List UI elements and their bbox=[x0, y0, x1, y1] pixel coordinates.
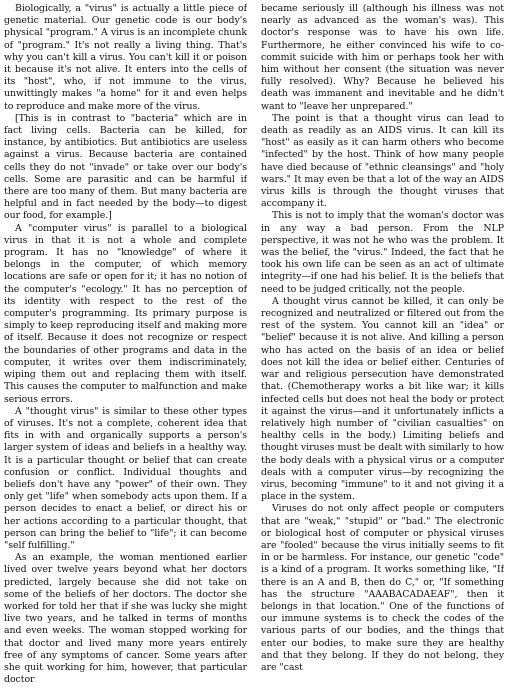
paragraph-continued: became seriously ill (although his illness was not nearly as advanced as the woman's was). This doctor's response was to have his own life. Furthermore, he either convinced his wife to co-commit suicide with him or perhaps took her with him without her consent (the situation was never fully resolved). Why? Because he believed his death was immanent and inevitable and he didn't want to "leave her unprepared." bbox=[261, 3, 504, 112]
paragraph: A thought virus cannot be killed, it can only be recognized and neutralized or filtered out from the rest of the system. You cannot kill an "idea" or "belief" because it is not alive. And killing a person who has acted on the basis of an idea or belief does not kill the idea or belief either. Centuries of war and religious persecution have demonstrated that. (Chemotherapy works a bit like war; it kills infected cells but does not heal the body or protect it against the virus—and it unfortunately inflicts a relatively high number of "civilian casualties" on healthy cells in the body.) Limiting beliefs and thought viruses must be dealt with similarly to how the body deals with a physical virus or a computer deals with a computer virus—by recognizing the virus, becoming "immune" to it and not giving it a place in the system. bbox=[261, 295, 504, 503]
paragraph: As an example, the woman mentioned earlier lived over twelve years beyond what her doctors predicted, largely because she did not take on some of the beliefs of her doctors. The doctor she worked for told her that if she was lucky she might live two years, and he talked in terms of months and even weeks. The woman stopped working for that doctor and lived many more years entirely free of any symptoms of cancer. Some years after she quit working for him, however, that particular doctor bbox=[4, 552, 247, 686]
paragraph: A "computer virus" is parallel to a biological virus in that it is not a whole and complete program. It has no "knowledge" of where it belongs in the computer, of which memory locations are safe or open for it; it has no notion of the computer's "ecology." It has no perception of its identity with respect to the rest of the computer's programming. Its primary purpose is simply to keep reproducing itself and making more of itself. Because it does not recognize or respect the boundaries of other programs and data in the computer, it writes over them indiscriminately, wiping them out and replacing them with itself. This causes the computer to malfunction and make serious errors. bbox=[4, 222, 247, 405]
left-column bbox=[4, 3, 247, 690]
right-column bbox=[261, 3, 504, 690]
paragraph: The point is that a thought virus can lead to death as readily as an AIDS virus. It can kill its "host" as easily as it can harm others who become "infected" by the host. Think of how many people have died because of "ethnic cleansings" and "holy wars." It may even be that a lot of the way an AIDS virus kills is through the thought viruses that accompany it. bbox=[261, 112, 504, 210]
paragraph: A "thought virus" is similar to these other types of viruses. It's not a complete, coherent idea that fits in with and organically supports a person's larger system of ideas and beliefs in a healthy way. It is a particular thought or belief that can create confusion or conflict. Individual thoughts and beliefs don't have any "power" of their own. They only get "life" when somebody acts upon them. If a person decides to enact a belief, or direct his or her actions according to a particular thought, that person can bring the belief to "life"; it can become "self fulfilling." bbox=[4, 405, 247, 551]
paragraph: [This is in contrast to "bacteria" which are in fact living cells. Bacteria can be killed, for instance, by antibiotics. But antibiotics are useless against a virus. Because bacteria are contained cells they do not "invade" or take over our body's cells. Some are parasitic and can be harmful if there are too many of them. But many bacteria are helpful and in fact needed by the body—to digest our food, for example.] bbox=[4, 112, 247, 222]
paragraph: Biologically, a "virus" is actually a little piece of genetic material. Our genetic code is our body's physical "program." A virus is an incomplete chunk of "program." It's not really a living thing. That's why you can't kill a virus. You can't kill it or poison it because it's not alive. It enters into the cells of its "host", who, if not immune to the virus, unwittingly makes "a home" for it and even helps to reproduce and make more of the virus. bbox=[4, 3, 247, 112]
paragraph: This is not to imply that the woman's doctor was in any way a bad person. From the NLP perspective, it was not he who was the problem. It was the belief, the "virus." Indeed, the fact that he took his own life can be seen as an act of ultimate integrity—if one had his belief. It is the beliefs that need to be judged critically, not the people. bbox=[261, 210, 504, 295]
paragraph: Viruses do not only affect people or computers that are "weak," "stupid" or "bad." The electronic or biological host of computer or physical viruses are "fooled" because the virus initially seems to fit in or be harmless. For instance, our genetic "code" is a kind of a program. It works something like, "If there is an A and B, then do C," or, "If something has the structure "AAABACADAEAF", then it belongs in that location." One of the functions of our immune systems is to check the codes of the various parts of our bodies, and the things that enter our bodies, to make sure they are healthy and that they belong. If they do not belong, they are "cast bbox=[261, 503, 504, 673]
